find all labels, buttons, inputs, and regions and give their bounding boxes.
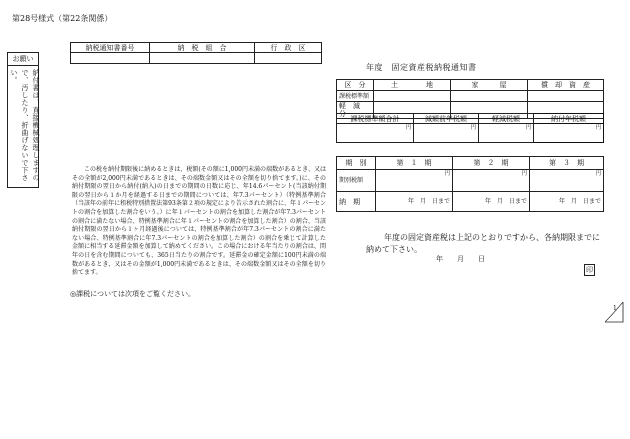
notice-title: お願い xyxy=(8,53,38,66)
period-header: 期 別 xyxy=(337,157,376,170)
top-table xyxy=(70,42,322,64)
footnote: ◎課税については次項をご覧ください。 xyxy=(70,290,195,298)
standard-amount-label: 課税標準額 xyxy=(337,91,374,102)
notice-box xyxy=(7,52,39,188)
amount-table xyxy=(336,113,604,143)
deadline-date: 年 月 日まで xyxy=(453,192,530,212)
depreciable-header: 償 却 資 産 xyxy=(528,80,604,91)
yen-unit: 円 xyxy=(479,124,534,143)
notice-number-header: 納税通知書番号 xyxy=(71,43,150,53)
deadline-label: 納 期 xyxy=(337,192,376,212)
total-standard-header: 課税標準額合計 xyxy=(337,114,414,124)
page-curl-icon xyxy=(603,300,625,324)
tax-union-cell xyxy=(150,53,255,64)
category-header: 区 分 xyxy=(337,80,374,91)
period-2-header: 第 ２ 期 xyxy=(453,157,530,170)
period-3-header: 第 ３ 期 xyxy=(530,157,604,170)
deadline-date: 年 月 日まで xyxy=(530,192,604,212)
yen-unit: 円 xyxy=(376,170,453,192)
period-amount-label: 期別税額 xyxy=(337,170,376,192)
tax-payable-header: 納付年税額 xyxy=(534,114,604,124)
yen-unit: 円 xyxy=(337,124,414,143)
admin-district-cell xyxy=(255,53,322,64)
house-header: 家 屋 xyxy=(451,80,528,91)
yen-unit: 円 xyxy=(534,124,604,143)
admin-district-header: 行 政 区 xyxy=(255,43,322,53)
form-number: 第28号様式（第22条関係） xyxy=(12,14,113,23)
seal-mark: 印 xyxy=(586,266,593,274)
reduction-label: 軽 減 分 xyxy=(337,102,374,119)
period-1-header: 第 １ 期 xyxy=(376,157,453,170)
deadline-date: 年 月 日まで xyxy=(376,192,453,212)
late-fee-text: この税を納付期限後に納めるときは、税額(その額に1,000円未満の端数があるとき、又はその全額が2,000円未満であるときは、その端数金額又はその全額を切り捨てます。)に、その納付期限の翌日から納付(納入)の日までの期間の日数に応じ、年14.6パーセント(当該納付期限の翌日から１か月を経過する日までの期間については、年7.3パーセント）（特例基準割合（当該年の前年に租税特別措置法第93条第２項の規定により告示された割合に、年１パーセントの割合を加算した割合をいう。）に年１パーセントの割合を加算した割合が年7.3パーセントの割合に満たない場合、特例基準割合に年１パーセントの割合を加算した割合）の割合、当該納付期限の翌日から１ヶ月経過後については、特例基準割合が年7.3パーセントの割合に満たない場合、特例基準割合に年7.3パーセントの割合を加算した割合）の割合を乗じて計算した金額に相当する延滞金額を加算して納めてください。この場合における年当たりの割合は、閏年の日を含む期間についても、365日当たりの割合です。延滞金の確定金額に100円未満の端数があるとき、又はその金額が1,000円未満であるときは、その端数金額又はその全額を切り捨てます。 xyxy=(72,166,326,277)
notice-number-cell xyxy=(71,53,150,64)
tax-union-header: 納 税 組 合 xyxy=(150,43,255,53)
land-header: 土 地 xyxy=(374,80,451,91)
yen-unit: 円 xyxy=(453,170,530,192)
page-number: 1 xyxy=(613,305,617,312)
yen-unit: 円 xyxy=(530,170,604,192)
period-table xyxy=(336,156,604,212)
yen-unit: 円 xyxy=(414,124,479,143)
issue-date: 年 月 日 xyxy=(436,255,485,263)
notice-text: 納付書は、直接機械処理しますので、汚したり、折曲げないで下さい。 xyxy=(10,69,40,182)
pre-reduction-header: 減額前年税額 xyxy=(414,114,479,124)
page-title: 年度 固定資産税納税通知書 xyxy=(366,63,477,72)
reduction-tax-header: 軽減税額 xyxy=(479,114,534,124)
closing-text: 年度の固定資産税は上記のとおりですから、各納期限までに納めて下さい。 xyxy=(366,233,600,254)
